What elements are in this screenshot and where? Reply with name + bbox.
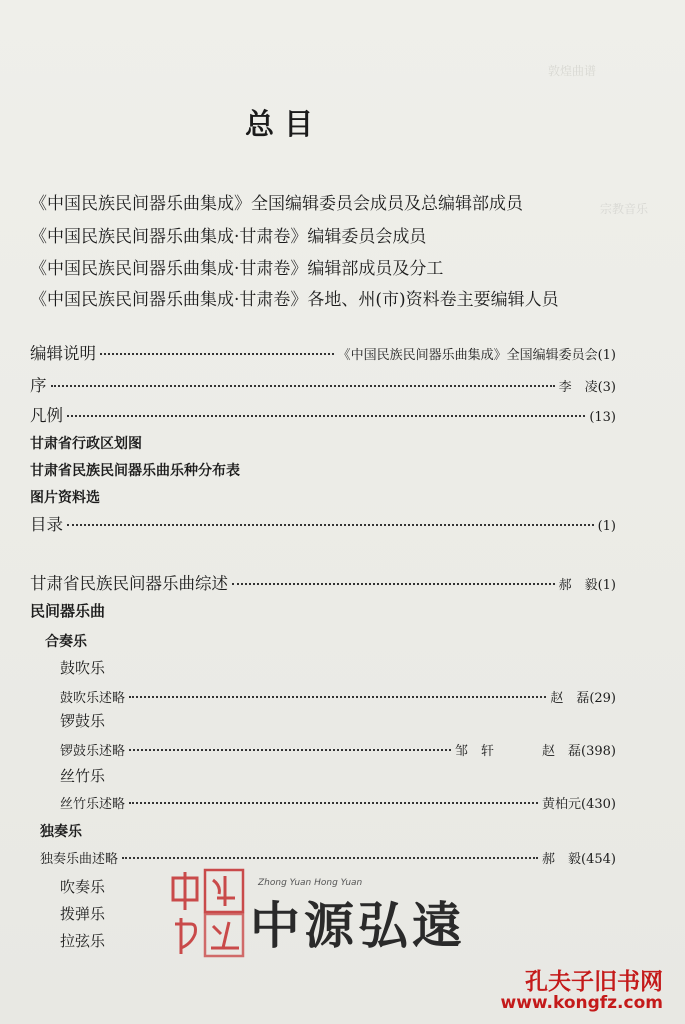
toc-entry-sizhu-note bbox=[60, 793, 616, 812]
toc-label: 丝竹乐述略 bbox=[60, 797, 126, 812]
toc-entry-zongshu bbox=[30, 570, 616, 594]
toc-label: 编辑说明 bbox=[30, 344, 96, 363]
front-matter-item: 《中国民族民间器乐曲集成》全国编辑委员会成员及总编辑部成员 bbox=[30, 194, 523, 214]
toc-entry-nagu-note bbox=[60, 740, 616, 759]
toc-ref: 《中国民族民间器乐曲集成》全国编辑委员会(1) bbox=[337, 348, 616, 363]
toc-ref: 赵 磊(398) bbox=[542, 744, 616, 759]
leader-dots bbox=[232, 583, 555, 585]
watermark-pinyin: Zhong Yuan Hong Yuan bbox=[258, 878, 363, 888]
toc-ref: (1) bbox=[597, 519, 616, 534]
toc-category: 吹奏乐 bbox=[60, 878, 106, 896]
leader-dots bbox=[100, 353, 334, 355]
leader-dots bbox=[129, 696, 546, 698]
toc-label: 凡例 bbox=[30, 406, 63, 425]
toc-label: 目录 bbox=[30, 515, 63, 534]
toc-category: 拨弹乐 bbox=[60, 905, 106, 923]
toc-category: 鼓吹乐 bbox=[60, 659, 106, 677]
toc-section-heading: 民间器乐曲 bbox=[30, 602, 106, 620]
toc-label: 独奏乐曲述略 bbox=[40, 852, 119, 867]
toc-pictures-entry: 图片资料选 bbox=[30, 490, 100, 506]
toc-entry-guchui-note bbox=[60, 687, 616, 706]
front-matter-item: 《中国民族民间器乐曲集成·甘肃卷》各地、州(市)资料卷主要编辑人员 bbox=[30, 290, 559, 310]
toc-entry-xu bbox=[30, 372, 616, 396]
toc-subsection-heading: 合奏乐 bbox=[45, 634, 87, 650]
toc-ref: 郝 毅(454) bbox=[542, 852, 616, 867]
toc-category: 锣鼓乐 bbox=[60, 712, 106, 730]
toc-ref-author: 邹 轩 bbox=[455, 744, 495, 759]
toc-map-entry: 甘肃省行政区划图 bbox=[30, 436, 142, 452]
toc-label: 锣鼓乐述略 bbox=[60, 744, 126, 759]
leader-dots bbox=[129, 802, 538, 804]
bleed-through-text: 宗教音乐 bbox=[600, 202, 649, 216]
seal-stamp-icon bbox=[167, 868, 245, 960]
toc-subsection-heading: 独奏乐 bbox=[40, 824, 82, 840]
leader-dots bbox=[51, 385, 555, 387]
toc-label: 甘肃省民族民间器乐曲综述 bbox=[30, 574, 228, 593]
toc-entry-fanli bbox=[30, 402, 616, 426]
page-title: 总 目 bbox=[245, 107, 314, 141]
leader-dots bbox=[67, 415, 585, 417]
toc-entry-duzou-note bbox=[40, 848, 616, 867]
toc-ref: (13) bbox=[589, 410, 616, 425]
front-matter-item: 《中国民族民间器乐曲集成·甘肃卷》编辑部成员及分工 bbox=[30, 259, 444, 279]
toc-category: 拉弦乐 bbox=[60, 932, 106, 950]
bleed-through-text: 敦煌曲谱 bbox=[548, 64, 597, 78]
site-name-watermark: 孔夫子旧书网 bbox=[525, 969, 663, 995]
toc-label: 序 bbox=[30, 376, 47, 395]
toc-ref: 郝 毅(1) bbox=[558, 578, 616, 593]
toc-table-entry: 甘肃省民族民间器乐曲乐种分布表 bbox=[30, 463, 240, 479]
toc-entry-bianji bbox=[30, 340, 616, 364]
toc-label: 鼓吹乐述略 bbox=[60, 691, 126, 706]
toc-ref: 赵 磊(29) bbox=[550, 691, 616, 706]
toc-ref: 黄柏元(430) bbox=[542, 797, 616, 812]
toc-entry-mulu bbox=[30, 511, 616, 535]
front-matter-item: 《中国民族民间器乐曲集成·甘肃卷》编辑委员会成员 bbox=[30, 227, 427, 247]
watermark-brand: 中源弘遠 bbox=[250, 896, 466, 955]
leader-dots bbox=[122, 857, 538, 859]
leader-dots bbox=[67, 524, 594, 526]
toc-category: 丝竹乐 bbox=[60, 767, 106, 785]
leader-dots bbox=[129, 749, 451, 751]
toc-ref: 李 凌(3) bbox=[558, 380, 616, 395]
site-url-watermark: www.kongfz.com bbox=[500, 993, 663, 1013]
